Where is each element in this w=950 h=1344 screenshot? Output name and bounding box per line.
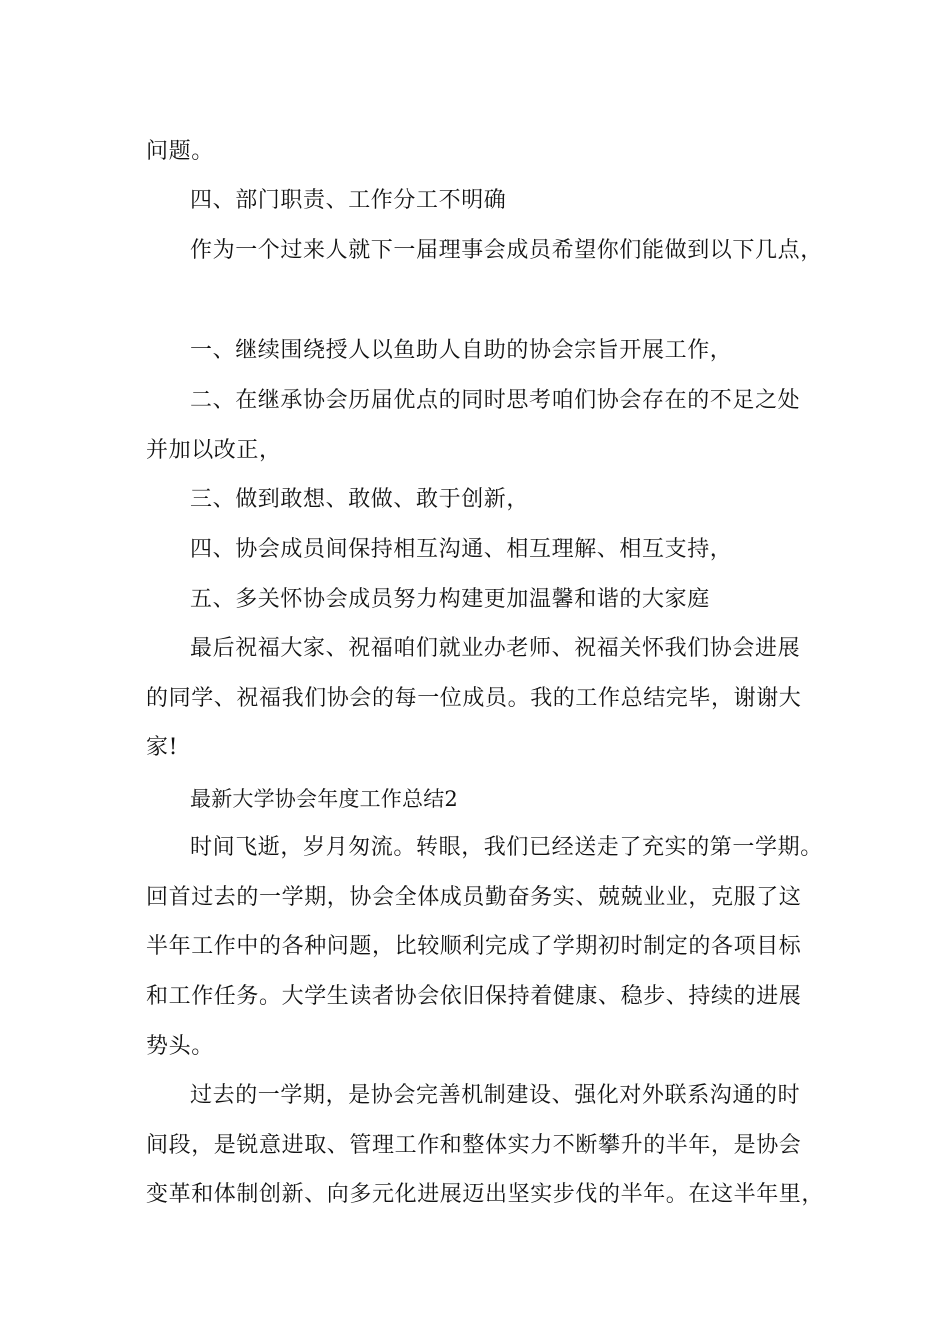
- section-heading: 四、部门职责、工作分工不明确: [190, 188, 507, 213]
- paragraph-line: 最后祝福大家、祝福咱们就业办老师、祝福关怀我们协会进展: [190, 636, 801, 661]
- list-item: 五、多关怀协会成员努力构建更加温馨和谐的大家庭: [190, 587, 710, 612]
- list-item: 一、继续围绕授人以鱼助人自助的协会宗旨开展工作，: [190, 338, 733, 363]
- paragraph-line: 时间飞逝，岁月匆流。转眼，我们已经送走了充实的第一学期。: [190, 835, 823, 860]
- list-item: 三、做到敢想、敢做、敢于创新，: [190, 487, 530, 512]
- paragraph-line: 问题。: [146, 139, 214, 164]
- paragraph-line: 回首过去的一学期，协会全体成员勤奋务实、兢兢业业，克服了这: [146, 885, 802, 910]
- paragraph-line: 势头。: [146, 1034, 214, 1059]
- paragraph-line: 过去的一学期，是协会完善机制建设、强化对外联系沟通的时: [190, 1083, 801, 1108]
- list-item: 二、在继承协会历届优点的同时思考咱们协会存在的不足之处: [190, 388, 801, 413]
- paragraph-line: 作为一个过来人就下一届理事会成员希望你们能做到以下几点，: [190, 238, 823, 263]
- section-title: 最新大学协会年度工作总结2: [190, 787, 458, 811]
- paragraph-line: 和工作任务。大学生读者协会依旧保持着健康、稳步、持续的进展: [146, 984, 802, 1009]
- paragraph-line: 间段，是锐意进取、管理工作和整体实力不断攀升的半年，是协会: [146, 1133, 802, 1158]
- paragraph-line: 半年工作中的各种问题，比较顺利完成了学期初时制定的各项目标: [146, 934, 802, 959]
- paragraph-line: 的同学、祝福我们协会的每一位成员。我的工作总结完毕，谢谢大: [146, 686, 802, 711]
- list-item: 四、协会成员间保持相互沟通、相互理解、相互支持，: [190, 537, 733, 562]
- list-item-continuation: 并加以改正，: [146, 438, 282, 463]
- paragraph-line: 家!: [146, 735, 179, 760]
- paragraph-line: 变革和体制创新、向多元化进展迈出坚实步伐的半年。在这半年里，: [146, 1182, 825, 1207]
